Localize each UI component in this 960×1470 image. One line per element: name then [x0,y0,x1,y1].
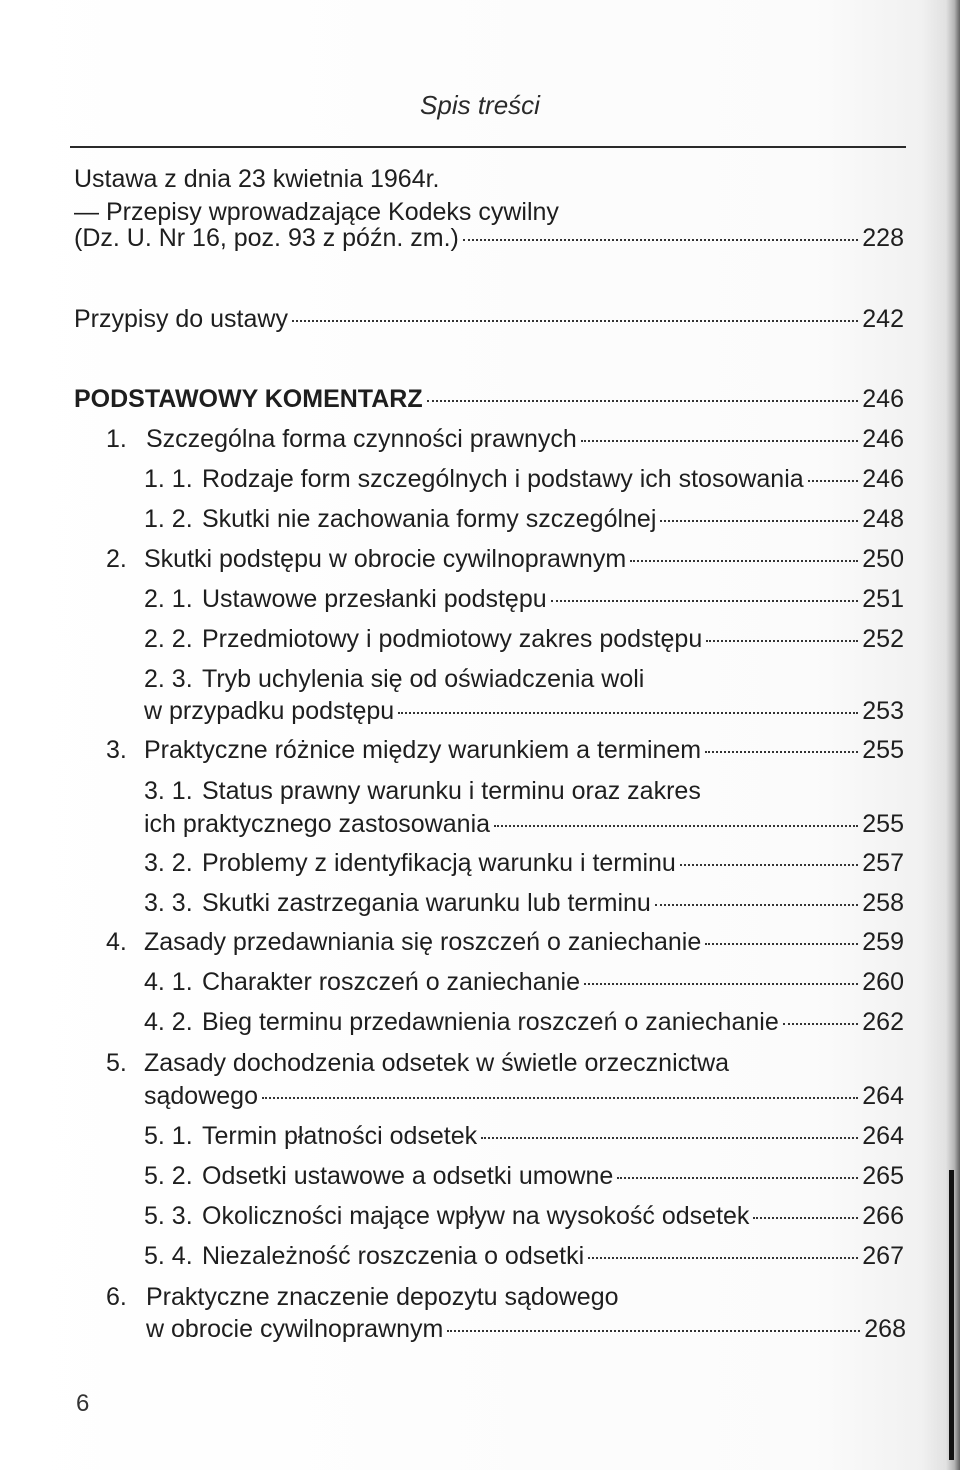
toc-entry-number: 2. [106,545,127,573]
dot-leader [680,864,858,866]
toc-entry[interactable] [146,1313,906,1346]
toc-entry[interactable] [144,503,904,536]
toc-page-number: 248 [862,505,904,533]
toc-entry-first-line [106,1281,619,1314]
toc-entry-title: Problemy z identyfikacją warunku i terminu [202,849,676,877]
toc-entry-first-line [106,1047,729,1080]
toc-entry-title: Odsetki ustawowe a odsetki umowne [202,1162,614,1190]
toc-entry-title: Przypisy do ustawy [74,305,288,333]
toc-entry-title: Okoliczności mające wpływ na wysokość odsetek [202,1202,750,1230]
toc-entry-title: Skutki nie zachowania formy szczególnej [202,505,657,533]
toc-page-number: 265 [862,1162,904,1190]
dot-leader [481,1137,858,1139]
toc-page-number: 255 [862,810,904,838]
toc-page-number: 259 [862,928,904,956]
toc-entry-number: 2. 1. [144,585,193,613]
dot-leader [463,239,858,241]
toc-entry[interactable] [144,695,904,728]
toc-entry[interactable] [106,543,904,576]
toc-entry-number: 5. [106,1049,127,1077]
dot-leader [398,712,858,714]
toc-line: — Przepisy wprowadzające Kodeks cywilny [74,198,559,226]
toc-page-number: 250 [862,545,904,573]
toc-entry-title: PODSTAWOWY KOMENTARZ [74,385,423,413]
toc-entry[interactable] [144,808,904,841]
toc-entry[interactable] [74,222,904,255]
toc-entry[interactable] [144,966,904,999]
toc-page-number: 246 [862,425,904,453]
toc-entry[interactable] [144,623,904,656]
toc-entry-title: (Dz. U. Nr 16, poz. 93 z późn. zm.) [74,224,459,252]
toc-entry-number: 2. 3. [144,665,193,693]
toc-entry[interactable] [106,926,904,959]
dot-leader [753,1217,858,1219]
toc-entry[interactable] [144,1200,904,1233]
toc-page-number: 266 [862,1202,904,1230]
toc-entry-number: 4. [106,928,127,956]
toc-entry-title: Rodzaje form szczególnych i podstawy ich stosowania [202,465,804,493]
toc-entry-number: 3. 2. [144,849,193,877]
toc-entry-number: 5. 3. [144,1202,193,1230]
toc-entry-title-line: Status prawny warunku i terminu oraz zakres [202,777,701,805]
toc-entry-title: Ustawowe przesłanki podstępu [202,585,547,613]
toc-page-number: 251 [862,585,904,613]
toc-entry-title: w obrocie cywilnoprawnym [146,1315,444,1343]
toc-entry-section-heading[interactable] [74,383,904,416]
dot-leader [588,1257,858,1259]
toc-page-number: 260 [862,968,904,996]
dot-leader [427,400,859,402]
dot-leader [494,825,858,827]
dot-leader [584,983,858,985]
toc-entry-number: 2. 2. [144,625,193,653]
page-title: Spis treści [420,90,540,120]
toc-page-number: 258 [862,889,904,917]
toc-entry[interactable] [144,847,904,880]
toc-entry-number: 5. 4. [144,1242,193,1270]
toc-entry-title: Skutki zastrzegania warunku lub terminu [202,889,651,917]
toc-entry-number: 6. [106,1283,127,1311]
toc-entry[interactable] [144,1240,904,1273]
toc-entry-number: 3. 1. [144,777,193,805]
toc-page-number: 267 [862,1242,904,1270]
toc-entry[interactable] [106,734,904,767]
toc-entry[interactable] [144,1006,904,1039]
toc-entry[interactable] [144,887,904,920]
dot-leader [705,751,858,753]
toc-page-number: 257 [862,849,904,877]
toc-entry-title-line: Praktyczne znaczenie depozytu sądowego [146,1283,619,1311]
toc-entry-title: Praktyczne różnice między warunkiem a terminem [144,736,702,764]
toc-page-number: 262 [862,1008,904,1036]
toc-entry[interactable] [144,1120,904,1153]
toc-entry-title-line: Tryb uchylenia się od oświadczenia woli [202,665,645,693]
toc-entry-first-line [144,775,701,808]
toc-entry-number: 3. [106,736,127,764]
toc-entry[interactable] [144,1080,904,1113]
toc-entry-title: ich praktycznego zastosowania [144,810,491,838]
toc-page-number: 246 [862,385,904,413]
dot-leader [630,560,858,562]
dot-leader [660,520,858,522]
dot-leader [705,943,858,945]
dot-leader [706,640,858,642]
toc-page-number: 228 [862,224,904,252]
toc-entry-title: Bieg terminu przedawnienia roszczeń o zaniechanie [202,1008,779,1036]
toc-entry-number: 3. 3. [144,889,193,917]
toc-entry-title: Charakter roszczeń o zaniechanie [202,968,580,996]
toc-page-number: 246 [862,465,904,493]
toc-page-number: 255 [862,736,904,764]
toc-line: Ustawa z dnia 23 kwietnia 1964r. [74,165,440,193]
dot-leader [655,904,858,906]
toc-entry-title: Termin płatności odsetek [202,1122,478,1150]
toc-entry[interactable] [144,583,904,616]
toc-page-number: 268 [864,1315,906,1343]
header-divider [70,146,906,148]
toc-page-number: 264 [862,1122,904,1150]
toc-entry-title: Skutki podstępu w obrocie cywilnoprawnym [144,545,627,573]
toc-entry-title: Przedmiotowy i podmiotowy zakres podstępu [202,625,703,653]
dot-leader [551,600,859,602]
toc-entry-first-line [144,663,644,696]
toc-entry-number: 4. 2. [144,1008,193,1036]
dot-leader [783,1023,859,1025]
dot-leader [447,1330,860,1332]
toc-entry-title: Niezależność roszczenia o odsetki [202,1242,585,1270]
toc-page-number: 253 [862,697,904,725]
toc-entry[interactable] [106,423,904,456]
toc-entry[interactable] [74,303,904,336]
toc-page-number: 242 [862,305,904,333]
dot-leader [292,320,858,322]
toc-entry-title-line: Zasady dochodzenia odsetek w świetle orzecznictwa [144,1049,730,1077]
dot-leader [617,1177,858,1179]
dot-leader [262,1097,858,1099]
toc-entry[interactable] [144,463,904,496]
toc-entry-number: 5. 2. [144,1162,193,1190]
toc-entry-number: 1. [106,425,127,453]
toc-entry[interactable] [144,1160,904,1193]
dot-leader [581,440,859,442]
toc-entry-number: 5. 1. [144,1122,193,1150]
toc-entry-title: Szczególna forma czynności prawnych [146,425,577,453]
toc-page-number: 252 [862,625,904,653]
page-number: 6 [76,1390,90,1417]
toc-entry-title: sądowego [144,1082,258,1110]
toc-entry-number: 4. 1. [144,968,193,996]
toc-entry-number: 1. 1. [144,465,193,493]
toc-entry-title: Zasady przedawniania się roszczeń o zaniechanie [144,928,702,956]
binding-edge [949,1170,954,1460]
toc-entry-number: 1. 2. [144,505,193,533]
toc-page-number: 264 [862,1082,904,1110]
dot-leader [808,480,859,482]
toc-entry-title: w przypadku podstępu [144,697,395,725]
